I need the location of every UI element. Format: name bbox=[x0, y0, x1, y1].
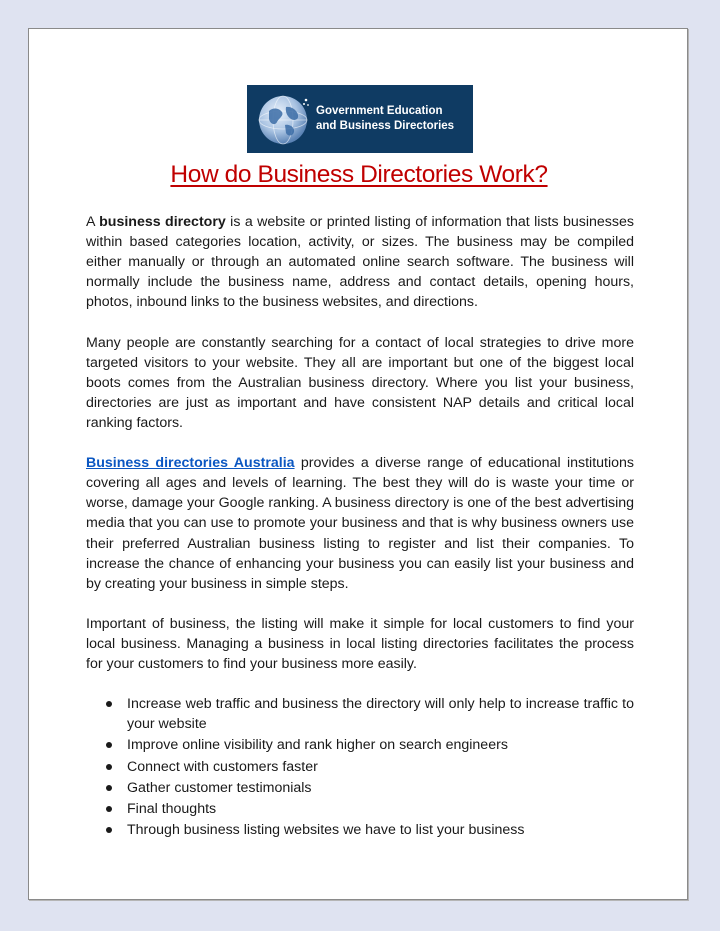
logo-line-1: Government Education bbox=[316, 105, 443, 117]
bullet-icon bbox=[106, 764, 112, 770]
document-page bbox=[28, 28, 688, 900]
list-item bbox=[127, 778, 634, 798]
list-item bbox=[127, 799, 634, 819]
list-item-text: Through business listing websites we have to list your business bbox=[127, 821, 525, 838]
paragraph-1 bbox=[86, 212, 634, 312]
bullet-icon bbox=[106, 785, 112, 791]
paragraph-2: Many people are constantly searching for a contact of local strategies to drive more targeted visitors to your website. They all are important but one of the biggest local boots comes from the Australian business directory. Where you list your business, directories are just as important and have consistent NAP details and critical local ranking factors. bbox=[86, 334, 634, 431]
benefits-list bbox=[86, 694, 634, 840]
logo-text bbox=[316, 104, 454, 134]
paragraph-3 bbox=[86, 453, 634, 594]
paragraph-4: Important of business, the listing will make it simple for local customers to find your local business. Managing a business in local listing directories facilitates the process for your customers to find your business more easily. bbox=[86, 615, 634, 673]
logo-line-2: and Business Directories bbox=[316, 120, 455, 132]
list-item-text: Improve online visibility and rank higher on search engineers bbox=[127, 737, 508, 754]
globe-icon bbox=[255, 91, 311, 147]
business-directory-term: business directory bbox=[99, 214, 226, 230]
list-item-text: Final thoughts bbox=[127, 800, 217, 817]
bullet-icon bbox=[106, 827, 112, 833]
article-body bbox=[86, 212, 634, 841]
list-item bbox=[127, 694, 634, 734]
bullet-icon bbox=[106, 742, 112, 748]
paragraph-3-rest: provides a diverse range of educational institutions covering all ages and levels of learning. The best they will do is waste your time or worse, damage your Google ranking. A business directory is one of the best advertising media that you can use to promote your business and that is why business owners use their preferred Australian business listing to register and list their companies. To increase the chance of enhancing your business you can easily list your business and by creating your business in simple steps. bbox=[86, 455, 634, 592]
list-item bbox=[127, 735, 634, 755]
paragraph-1-rest: is a website or printed listing of information that lists businesses within based categories location, activity, or sizes. The business may be compiled either manually or through an automated online search software. The business will normally include the business name, address and contact details, opening hours, photos, inbound links to the business websites, and directions. bbox=[86, 214, 634, 311]
list-item bbox=[127, 820, 634, 840]
page-title: How do Business Directories Work? bbox=[170, 161, 548, 188]
list-item bbox=[127, 757, 634, 777]
list-item-text: Gather customer testimonials bbox=[127, 779, 312, 796]
bullet-icon bbox=[106, 806, 112, 812]
company-logo bbox=[247, 85, 473, 153]
list-item-text: Increase web traffic and business the directory will only help to increase traffic to your website bbox=[127, 696, 634, 733]
business-directories-australia-link[interactable]: Business directories Australia bbox=[86, 455, 295, 472]
paragraph-1-lead: A bbox=[86, 214, 100, 230]
bullet-icon bbox=[106, 701, 112, 707]
list-item-text: Connect with customers faster bbox=[127, 758, 318, 775]
